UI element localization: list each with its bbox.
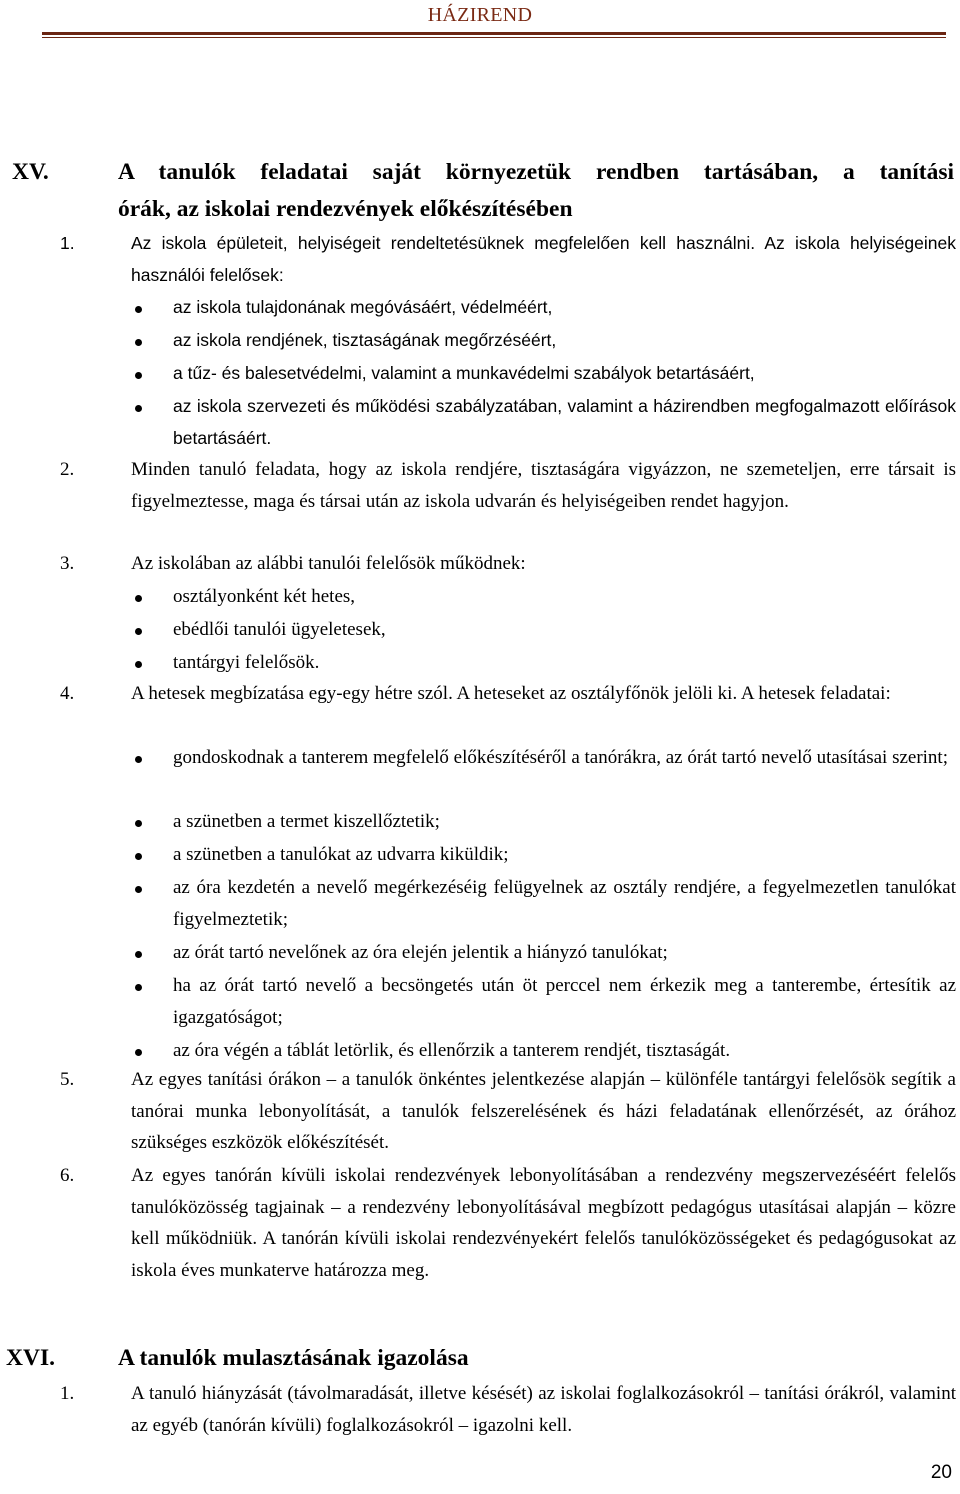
item-text: Az egyes tanórán kívüli iskolai rendezvények lebonyolításában a rendezvény megszervezéséért felelős tanulóközösség tagjainak – a rendezvény lebonyolításával megbízott pedagógus utasításai alapján – közre kell működniük. A tanórán kívüli iskolai rendezvényekért felelős tanulóközösségeket és pedagógusokat az iskola éves munkaterve határozza meg. (131, 1165, 956, 1281)
item-number: 5. (60, 1069, 75, 1090)
list-item: az óra kezdetén a nevelő megérkezéséig felügyelnek az osztály rendjére, a fegyelmezetlen tanulókat figyelmeztetik; (173, 877, 956, 930)
header-rule-thick (42, 32, 946, 35)
bullet-icon (135, 951, 142, 958)
list-item: a szünetben a tanulókat az udvarra kiküldik; (173, 844, 509, 865)
bullet-icon (135, 372, 142, 379)
item-number: 2. (60, 459, 75, 480)
bullet-icon (135, 339, 142, 346)
bullet-icon (135, 405, 142, 412)
list-item: osztályonként két hetes, (173, 586, 356, 607)
list-item: az iskola tulajdonának megóvásáért, védelméért, (173, 297, 553, 317)
item-text: A tanuló hiányzását (távolmaradását, illetve késését) az iskolai foglalkozásokról – tanítási órákról, valamint az egyéb (tanórán kívüli) foglalkozásokról – igazolni kell. (131, 1383, 956, 1436)
header-rule-thin (42, 37, 946, 38)
list-item: a szünetben a termet kiszellőztetik; (173, 811, 440, 832)
list-item: az órát tartó nevelőnek az óra elején jelentik a hiányzó tanulókat; (173, 942, 668, 963)
bullet-icon (135, 886, 142, 893)
bullet-icon (135, 661, 142, 668)
bullet-icon (135, 628, 142, 635)
item-number: 3. (60, 553, 75, 574)
item-number: 6. (60, 1165, 75, 1186)
item-text: A hetesek megbízatása egy-egy hétre szól. A heteseket az osztályfőnök jelöli ki. A hetesek feladatai: (131, 683, 891, 704)
item-text: Az egyes tanítási órákon – a tanulók önkéntes jelentkezése alapján – különféle tantárgyi felelősök segítik a tanórai munka lebonyolítását, a tanulók felszerelésének és házi feladatának ellenőrzését, az órához szükséges eszközök előkészítését. (131, 1069, 956, 1153)
section-xv-number: XV. (12, 159, 49, 185)
section-xv-title-line1: A tanulók feladatai saját környezetük rendben tartásában, a tanítási (118, 159, 954, 185)
item-number: 4. (60, 683, 75, 704)
bullet-icon (135, 595, 142, 602)
item-text: Minden tanuló feladata, hogy az iskola rendjére, tisztaságára vigyázzon, ne szemeteljen, erre társait is figyelmeztesse, maga és társai után az iskola udvarán és helyiségeiben rendet hagyjon. (131, 459, 956, 512)
list-item: ha az órát tartó nevelő a becsöngetés után öt perccel nem érkezik meg a tanterembe, értesítik az igazgatóságot; (173, 975, 956, 1028)
item-number: 1. (60, 1383, 75, 1404)
list-item: az óra végén a táblát letörlik, és ellenőrzik a tanterem rendjét, tisztaságát. (173, 1040, 731, 1061)
bullet-icon (135, 984, 142, 991)
section-xvi-title: A tanulók mulasztásának igazolása (118, 1345, 469, 1371)
list-item: tantárgyi felelősök. (173, 652, 320, 673)
page-header (0, 0, 960, 44)
bullet-icon (135, 756, 142, 763)
item-text: Az iskolában az alábbi tanulói felelősök működnek: (131, 553, 526, 574)
section-xv-title-line2: órák, az iskolai rendezvények előkészítésében (118, 196, 573, 222)
bullet-icon (135, 1049, 142, 1056)
section-xvi-number: XVI. (6, 1345, 55, 1371)
list-item: a tűz- és balesetvédelmi, valamint a munkavédelmi szabályok betartásáért, (173, 363, 755, 383)
list-item: ebédlői tanulói ügyeletesek, (173, 619, 386, 640)
list-item: az iskola szervezeti és működési szabályzatában, valamint a házirendben megfogalmazott előírások betartásáért. (173, 396, 956, 448)
list-item: gondoskodnak a tanterem megfelelő előkészítéséről a tanórákra, az órát tartó nevelő utasításai szerint; (173, 747, 948, 768)
header-title: HÁZIREND (427, 4, 533, 26)
bullet-icon (135, 306, 142, 313)
item-text: Az iskola épületeit, helyiségeit rendeltetésüknek megfelelően kell használni. Az iskola helyiségeinek használói felelősek: (131, 233, 956, 285)
item-number: 1. (60, 233, 75, 253)
page-number: 20 (930, 1462, 952, 1483)
list-item: az iskola rendjének, tisztaságának megőrzéséért, (173, 330, 557, 350)
bullet-icon (135, 853, 142, 860)
bullet-icon (135, 820, 142, 827)
